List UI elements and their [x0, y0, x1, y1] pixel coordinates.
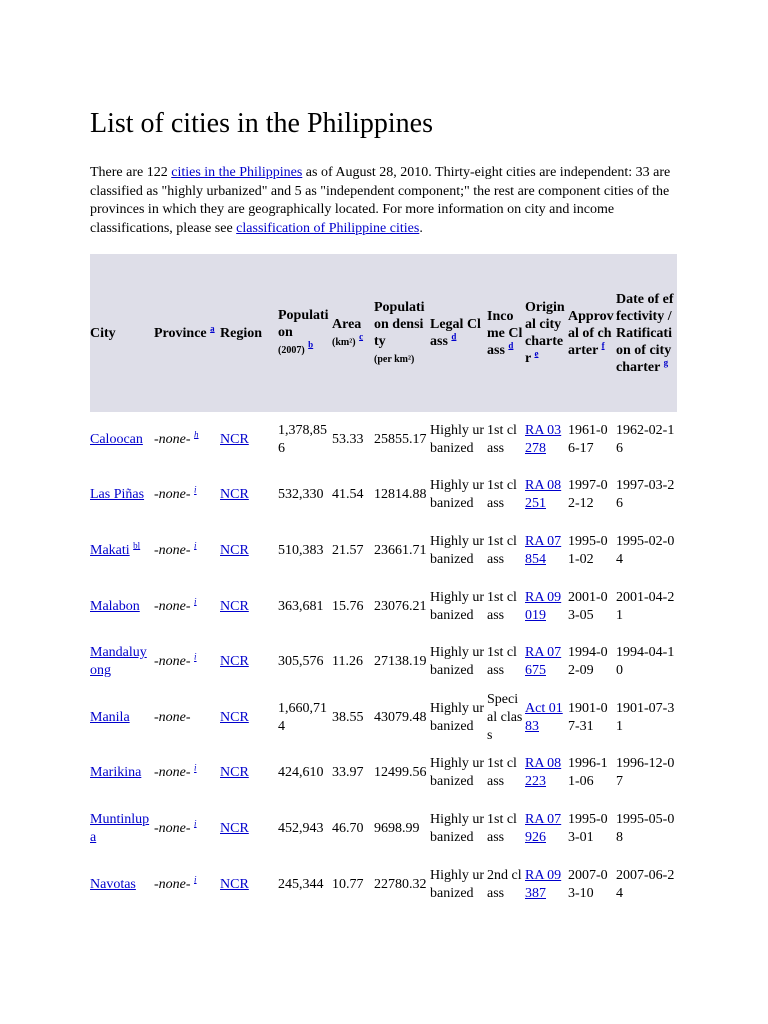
cell-effectivity: 1996-12-07	[616, 756, 675, 790]
cell-area: 46.70	[332, 820, 364, 836]
cell-density: 25855.17	[374, 431, 427, 447]
city-link[interactable]: Navotas	[90, 876, 136, 892]
cell-province: -none- $^i$	[154, 762, 197, 781]
cell-approval: 2007-03-10	[568, 867, 608, 901]
cell-charter	[525, 746, 568, 802]
cell-province: -none- $^i$	[154, 873, 197, 892]
cell-approval: 1995-03-01	[568, 811, 608, 845]
cell-approval: 1997-02-12	[568, 478, 608, 512]
note-link[interactable]: a	[210, 322, 215, 333]
cell-effectivity: 2001-04-21	[616, 589, 675, 623]
charter-link[interactable]: RA 07675	[525, 645, 562, 679]
cell-charter	[525, 634, 568, 690]
cell-province: -none- $^i$	[154, 484, 197, 503]
cell-province: -none- $^h$	[154, 429, 199, 447]
table-header	[90, 254, 677, 412]
cell-region	[220, 634, 278, 690]
cell-area: 15.76	[332, 598, 364, 614]
cell-approval: 2001-03-05	[568, 589, 608, 623]
note-link[interactable]: i	[194, 762, 197, 773]
cell-effectivity: 1962-02-16	[616, 422, 675, 456]
table-row	[90, 857, 677, 913]
header-effectivity: Date of effectivity / Ratification of city charter $^g$	[616, 291, 674, 375]
cell-province: -none- $^i$	[154, 595, 197, 614]
intro-text-start: There are 122	[90, 165, 172, 180]
cell-legal-class: Highly urbanized	[430, 811, 485, 845]
region-link[interactable]: NCR	[220, 876, 249, 892]
header-approval: Approval of charter $^f$	[568, 308, 614, 358]
cell-legal-class: Highly urbanized	[430, 589, 485, 623]
cell-population: 532,330	[278, 487, 324, 503]
cell-legal-class: Highly urbanized	[430, 756, 485, 790]
charter-link[interactable]: RA 08223	[525, 756, 562, 790]
cell-legal-class: Highly urbanized	[430, 478, 485, 512]
header-income-class: Income Class $^d$	[487, 308, 523, 358]
cell-charter	[525, 579, 568, 635]
intro-paragraph	[90, 164, 680, 238]
table-row	[90, 468, 677, 524]
cell-charter	[525, 857, 568, 913]
cell-city	[90, 746, 154, 802]
cell-population: 1,660,714	[278, 700, 327, 734]
cell-region	[220, 523, 278, 579]
cell-approval: 1994-02-09	[568, 645, 608, 679]
cell-approval: 1995-01-02	[568, 533, 608, 567]
cell-city	[90, 579, 154, 635]
cell-legal-class: Highly urbanized	[430, 867, 485, 901]
cell-legal-class: Highly urbanized	[430, 422, 485, 456]
cell-city	[90, 690, 154, 746]
note-link[interactable]: i	[194, 595, 197, 606]
note-link[interactable]: bl	[133, 540, 141, 551]
note-link[interactable]: b	[308, 339, 314, 350]
cell-population: 245,344	[278, 876, 324, 892]
note-link[interactable]: g	[663, 356, 669, 367]
table-row	[90, 746, 677, 802]
cell-density: 23076.21	[374, 598, 427, 614]
header-population: Population (2007) $^b$	[278, 308, 329, 356]
cell-charter	[525, 690, 568, 746]
cell-population: 424,610	[278, 765, 324, 781]
cell-effectivity: 1995-05-08	[616, 811, 675, 845]
charter-link[interactable]: RA 07854	[525, 533, 562, 567]
cell-population: 363,681	[278, 598, 324, 614]
cell-income-class: 1st class	[487, 811, 517, 845]
cell-province: -none- $^i$	[154, 818, 197, 836]
charter-link[interactable]: RA 08251	[525, 478, 562, 512]
cell-area: 41.54	[332, 487, 364, 503]
cell-region	[220, 412, 278, 468]
header-province: Province $^a$	[154, 322, 215, 341]
cell-density: 27138.19	[374, 654, 427, 670]
cell-approval: 1901-07-31	[568, 700, 608, 734]
header-legal-class: Legal Class $^d$	[430, 317, 481, 349]
cell-effectivity: 2007-06-24	[616, 867, 675, 901]
table-row	[90, 579, 677, 635]
city-link[interactable]: Mandaluyong	[90, 645, 147, 679]
cell-effectivity: 1997-03-26	[616, 478, 675, 512]
classification-link[interactable]: classification of Philippine cities	[236, 220, 420, 236]
page-title: List of cities in the Philippines	[90, 108, 433, 139]
cell-effectivity: 1994-04-10	[616, 645, 675, 679]
city-link[interactable]: Makati	[90, 542, 130, 558]
charter-link[interactable]: Act 0183	[525, 700, 563, 734]
cell-region	[220, 690, 278, 746]
table-row	[90, 523, 677, 579]
note-link[interactable]: e	[534, 348, 539, 359]
region-link[interactable]: NCR	[220, 820, 249, 836]
cell-approval: 1996-11-06	[568, 756, 608, 790]
cell-effectivity: 1901-07-31	[616, 700, 675, 734]
cell-region	[220, 468, 278, 524]
cell-charter	[525, 412, 568, 468]
region-link[interactable]: NCR	[220, 654, 249, 670]
cell-legal-class: Highly urbanized	[430, 533, 485, 567]
cell-income-class: 1st class	[487, 533, 517, 567]
cell-income-class: 1st class	[487, 589, 517, 623]
header-density: Population density (per km²)	[374, 299, 425, 365]
city-link[interactable]: Manila	[90, 709, 130, 725]
note-link[interactable]: c	[359, 330, 364, 341]
cell-approval: 1961-06-17	[568, 422, 608, 456]
cell-income-class: 1st class	[487, 422, 517, 456]
note-link[interactable]: i	[194, 818, 197, 829]
cell-city	[90, 468, 154, 524]
cell-province: -none- $^i$	[154, 540, 197, 558]
cell-city	[90, 801, 154, 857]
cell-income-class: 1st class	[487, 645, 517, 679]
charter-link[interactable]: RA 03278	[525, 422, 562, 456]
cell-density: 22780.32	[374, 876, 427, 892]
header-row	[90, 254, 677, 412]
cell-income-class: 2nd class	[487, 867, 522, 901]
city-link[interactable]: Malabon	[90, 598, 140, 614]
region-link[interactable]: NCR	[220, 598, 249, 614]
city-link[interactable]: Caloocan	[90, 431, 143, 447]
note-link[interactable]: h	[194, 429, 199, 440]
note-link[interactable]: i	[194, 873, 197, 884]
cell-region	[220, 801, 278, 857]
charter-link[interactable]: RA 09387	[525, 867, 562, 901]
cell-area: 21.57	[332, 542, 364, 558]
cities-table	[90, 254, 677, 912]
header-original-charter: Original city charter $^e$	[525, 300, 565, 366]
cell-legal-class: Highly urbanized	[430, 700, 485, 734]
cell-density: 43079.48	[374, 709, 427, 725]
header-area: Area (km²) $^c$	[332, 316, 364, 348]
cell-density: 12499.56	[374, 765, 427, 781]
cell-population: 510,383	[278, 542, 324, 558]
note-link[interactable]: d	[508, 339, 514, 350]
cell-area: 33.97	[332, 765, 364, 781]
cell-charter	[525, 468, 568, 524]
intro-text-mid: as of August 28, 2010. Thirty-eight cities are independent: 33 are classified as "highly urbanized" and 5 as "independent component;" the rest are component cities of the provinces in which they are geographically located. For more information on city and income classifications, please see	[90, 165, 671, 236]
charter-link[interactable]: RA 07926	[525, 811, 562, 845]
table-row	[90, 634, 677, 690]
city-link[interactable]: Las Piñas	[90, 487, 145, 503]
cell-income-class: Special class	[487, 691, 523, 743]
cell-region	[220, 746, 278, 802]
table-row	[90, 801, 677, 857]
cell-city	[90, 412, 154, 468]
cities-link[interactable]: cities in the Philippines	[171, 165, 303, 180]
cell-area: 11.26	[332, 654, 363, 670]
cell-charter	[525, 801, 568, 857]
header-region: Region	[220, 325, 262, 341]
header-city: City	[90, 325, 116, 341]
intro-text-end: .	[419, 220, 423, 236]
note-link[interactable]: i	[194, 484, 197, 495]
cell-density: 9698.99	[374, 820, 420, 836]
cell-province: -none-	[154, 709, 191, 725]
table-row	[90, 412, 677, 468]
cell-income-class: 1st class	[487, 478, 517, 512]
cell-city	[90, 634, 154, 690]
cell-region	[220, 857, 278, 913]
note-link[interactable]: i	[194, 651, 197, 662]
cell-density: 12814.88	[374, 487, 427, 503]
region-link[interactable]: NCR	[220, 487, 249, 503]
cell-area: 53.33	[332, 431, 364, 447]
cell-population: 1,378,856	[278, 422, 327, 456]
note-link[interactable]: f	[601, 339, 605, 350]
cell-city	[90, 857, 154, 913]
table-row	[90, 690, 677, 746]
cell-effectivity: 1995-02-04	[616, 533, 675, 567]
region-link[interactable]: NCR	[220, 765, 249, 781]
note-link[interactable]: i	[194, 540, 197, 551]
cell-charter	[525, 523, 568, 579]
cell-population: 305,576	[278, 654, 324, 670]
cell-population: 452,943	[278, 820, 324, 836]
cell-income-class: 1st class	[487, 756, 517, 790]
city-link[interactable]: Muntinlupa	[90, 811, 150, 845]
table-body	[90, 412, 677, 912]
cell-area: 10.77	[332, 876, 364, 892]
cell-province: -none- $^i$	[154, 651, 197, 670]
cell-density: 23661.71	[374, 542, 427, 558]
cell-area: 38.55	[332, 709, 364, 725]
region-link[interactable]: NCR	[220, 709, 249, 725]
region-link[interactable]: NCR	[220, 431, 249, 447]
cell-region	[220, 579, 278, 635]
city-link[interactable]: Marikina	[90, 765, 142, 781]
cell-legal-class: Highly urbanized	[430, 645, 485, 679]
region-link[interactable]: NCR	[220, 542, 249, 558]
cell-city	[90, 523, 154, 579]
charter-link[interactable]: RA 09019	[525, 589, 562, 623]
note-link[interactable]: d	[451, 331, 457, 342]
